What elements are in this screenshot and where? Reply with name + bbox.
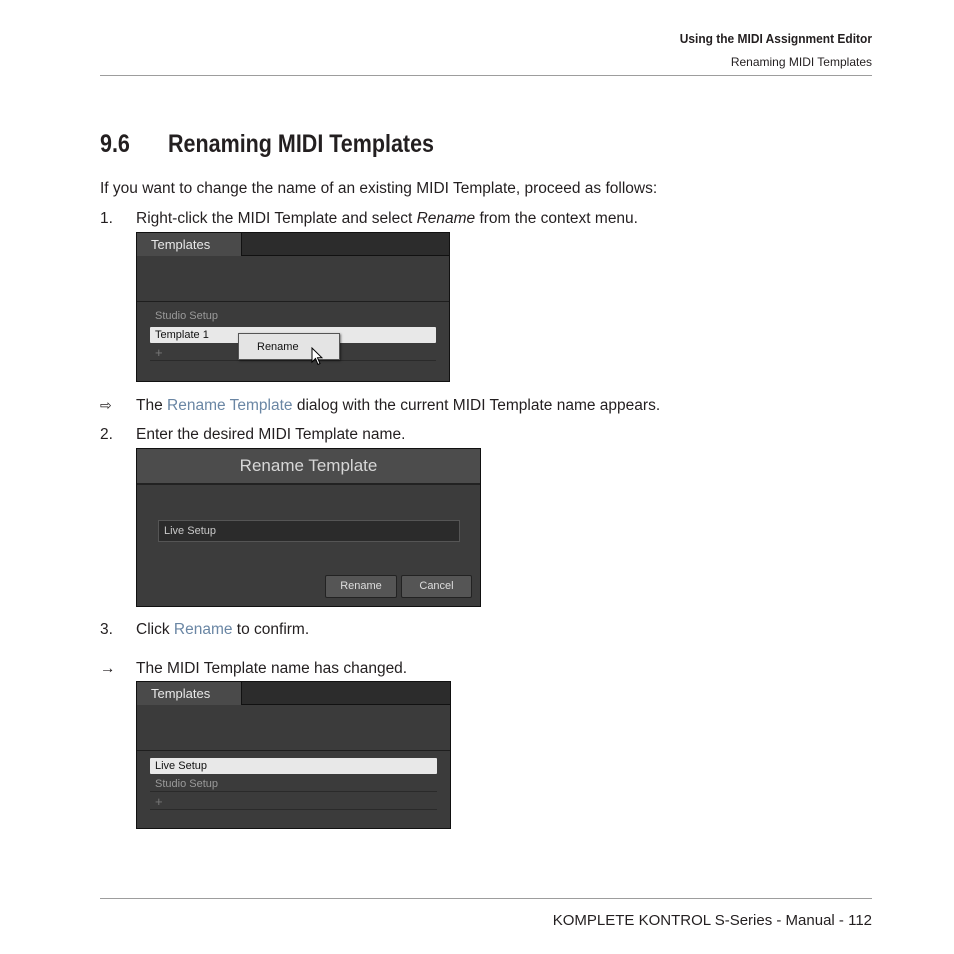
step-3-marker: 3.	[100, 621, 113, 638]
rename-link[interactable]: Rename	[173, 621, 233, 638]
templates-panel-before	[136, 232, 450, 382]
footer-rule	[100, 898, 872, 899]
step-2-marker: 2.	[100, 426, 113, 443]
rename-button[interactable]: Rename	[325, 575, 397, 598]
tab-strip	[241, 233, 449, 256]
intro-paragraph: If you want to change the name of an existing MIDI Template, proceed as follows:	[100, 180, 658, 197]
template-item-studio-setup[interactable]: Studio Setup	[150, 776, 437, 792]
template-name-input[interactable]: Live Setup	[158, 520, 460, 542]
rename-template-link[interactable]: Rename Template	[167, 397, 293, 414]
cancel-button[interactable]: Cancel	[401, 575, 472, 598]
result-1-text: The Rename Template dialog with the current MIDI Template name appears.	[136, 397, 661, 414]
panel-separator	[137, 301, 449, 302]
header-rule	[100, 75, 872, 76]
section-title: Renaming MIDI Templates	[168, 130, 435, 158]
add-template-icon[interactable]: +	[150, 345, 436, 361]
add-template-icon[interactable]: +	[150, 794, 437, 810]
template-item-live-setup[interactable]: Live Setup	[150, 758, 437, 774]
step-1-marker: 1.	[100, 210, 113, 227]
running-header-section: Renaming MIDI Templates	[730, 55, 872, 69]
templates-tab[interactable]: Templates	[137, 682, 241, 705]
step-3-text: Click Rename to confirm.	[136, 621, 310, 638]
section-number: 9.6	[100, 130, 130, 158]
templates-tab[interactable]: Templates	[137, 233, 241, 256]
step-1-text: Right-click the MIDI Template and select Rename from the context menu.	[136, 210, 638, 227]
panel-separator	[137, 750, 450, 751]
result-1-marker: ⇨	[100, 397, 112, 413]
step-2-text: Enter the desired MIDI Template name.	[136, 426, 406, 443]
tab-strip	[241, 682, 450, 705]
result-2-text: The MIDI Template name has changed.	[136, 660, 408, 677]
dialog-title: Rename Template	[137, 449, 480, 485]
rename-emphasis: Rename	[416, 210, 476, 227]
context-menu-rename[interactable]: Rename	[238, 333, 340, 360]
running-header-chapter: Using the MIDI Assignment Editor	[679, 31, 872, 46]
footer-text: KOMPLETE KONTROL S-Series - Manual - 112	[552, 912, 872, 929]
mouse-pointer-icon	[311, 347, 323, 367]
template-item-studio-setup[interactable]: Studio Setup	[155, 310, 218, 322]
templates-panel-after	[136, 681, 451, 829]
result-2-marker: →	[100, 660, 116, 677]
rename-template-dialog	[136, 448, 481, 607]
template-item-template-1[interactable]: Template 1	[150, 327, 436, 343]
